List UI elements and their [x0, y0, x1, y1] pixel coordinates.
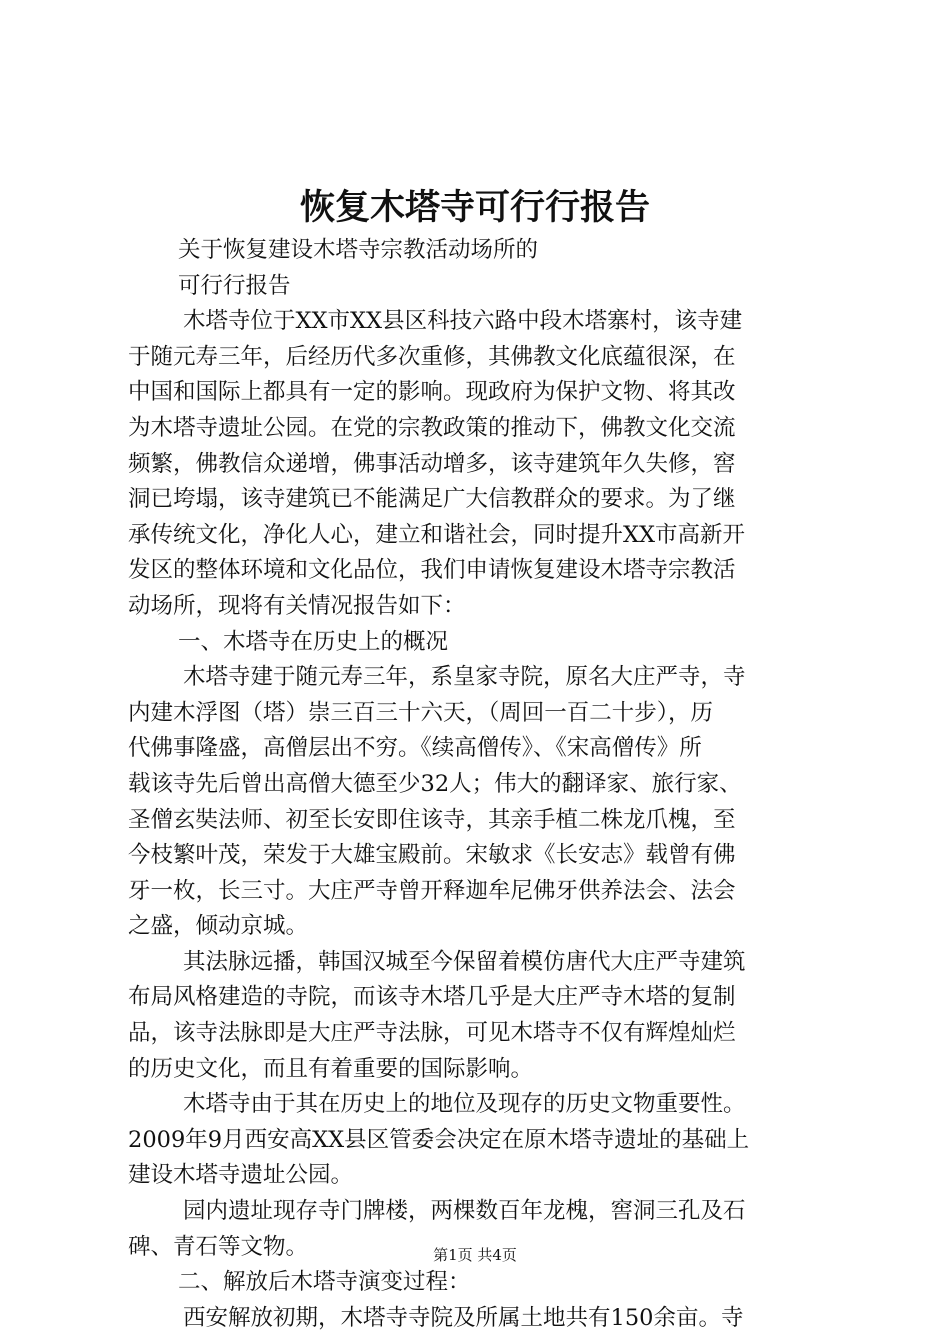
- paragraph-line: 载该寺先后曾出高僧大德至少32人；伟大的翻译家、旅行家、: [128, 770, 742, 797]
- paragraph-line: 西安解放初期，木塔寺寺院及所属土地共有150余亩。寺: [183, 1304, 744, 1331]
- paragraph-line: 木塔寺建于随元寿三年，系皇家寺院，原名大庄严寺，寺: [183, 664, 746, 691]
- section-heading-2: 二、解放后木塔寺演变过程：: [178, 1269, 471, 1296]
- paragraph-line: 木塔寺位于XX市XX县区科技六路中段木塔寨村，该寺建: [183, 308, 743, 335]
- paragraph-line: 代佛事隆盛，高僧层出不穷。《续高僧传》、《宋高僧传》所: [128, 735, 702, 762]
- paragraph-line: 洞已垮塌，该寺建筑已不能满足广大信教群众的要求。为了继: [128, 486, 736, 513]
- paragraph-line: 品，该寺法脉即是大庄严寺法脉，可见木塔寺不仅有辉煌灿烂: [128, 1020, 736, 1047]
- paragraph-line: 内建木浮图（塔）崇三百三十六天，（周回一百二十步），历: [128, 699, 714, 726]
- paragraph-line: 发区的整体环境和文化品位，我们申请恢复建设木塔寺宗教活: [128, 557, 736, 584]
- paragraph-line: 牙一枚，长三寸。大庄严寺曾开释迦牟尼佛牙供养法会、法会: [128, 877, 736, 904]
- paragraph-line: 频繁，佛教信众递增，佛事活动增多，该寺建筑年久失修，窖: [128, 450, 736, 477]
- paragraph-line: 碑、青石等文物。: [128, 1233, 309, 1260]
- paragraph-line: 为木塔寺遗址公园。在党的宗教政策的推动下，佛教文化交流: [128, 414, 736, 441]
- paragraph-line: 的历史文化，而且有着重要的国际影响。: [128, 1055, 534, 1082]
- paragraph-line: 建设木塔寺遗址公园。: [128, 1162, 354, 1189]
- paragraph-line: 之盛，倾动京城。: [128, 913, 309, 940]
- paragraph-line: 园内遗址现存寺门牌楼，两棵数百年龙槐，窖洞三孔及石: [183, 1198, 746, 1225]
- paragraph-line: 今枝繁叶茂，荣发于大雄宝殿前。宋敏求《长安志》载曾有佛: [128, 842, 736, 869]
- subtitle-line-2: 可行行报告: [178, 272, 291, 299]
- paragraph-line: 木塔寺由于其在历史上的地位及现存的历史文物重要性。: [183, 1091, 746, 1118]
- paragraph-line: 承传统文化，净化人心，建立和谐社会，同时提升XX市高新开: [128, 521, 746, 548]
- document-body: [128, 233, 834, 1336]
- section-heading-1: 一、木塔寺在历史上的概况: [178, 628, 449, 655]
- document-title: 恢复木塔寺可行行报告: [299, 187, 650, 228]
- paragraph-line: 圣僧玄奘法师、初至长安即住该寺，其亲手植二株龙爪槐，至: [128, 806, 736, 833]
- subtitle-line-1: 关于恢复建设木塔寺宗教活动场所的: [178, 237, 539, 263]
- paragraph-line: 于随元寿三年，后经历代多次重修，其佛教文化底蕴很深，在: [128, 343, 736, 370]
- paragraph-line: 其法脉远播，韩国汉城至今保留着模仿唐代大庄严寺建筑: [183, 948, 746, 975]
- paragraph-line: 动场所，现将有关情况报告如下：: [128, 592, 466, 619]
- paragraph-line: 2009年9月西安高XX县区管委会决定在原木塔寺遗址的基础上: [128, 1126, 750, 1153]
- paragraph-line: 布局风格建造的寺院，而该寺木塔几乎是大庄严寺木塔的复制: [128, 984, 736, 1011]
- page-number: 第1页 共4页: [433, 1246, 517, 1264]
- paragraph-line: 中国和国际上都具有一定的影响。现政府为保护文物、将其改: [128, 379, 736, 406]
